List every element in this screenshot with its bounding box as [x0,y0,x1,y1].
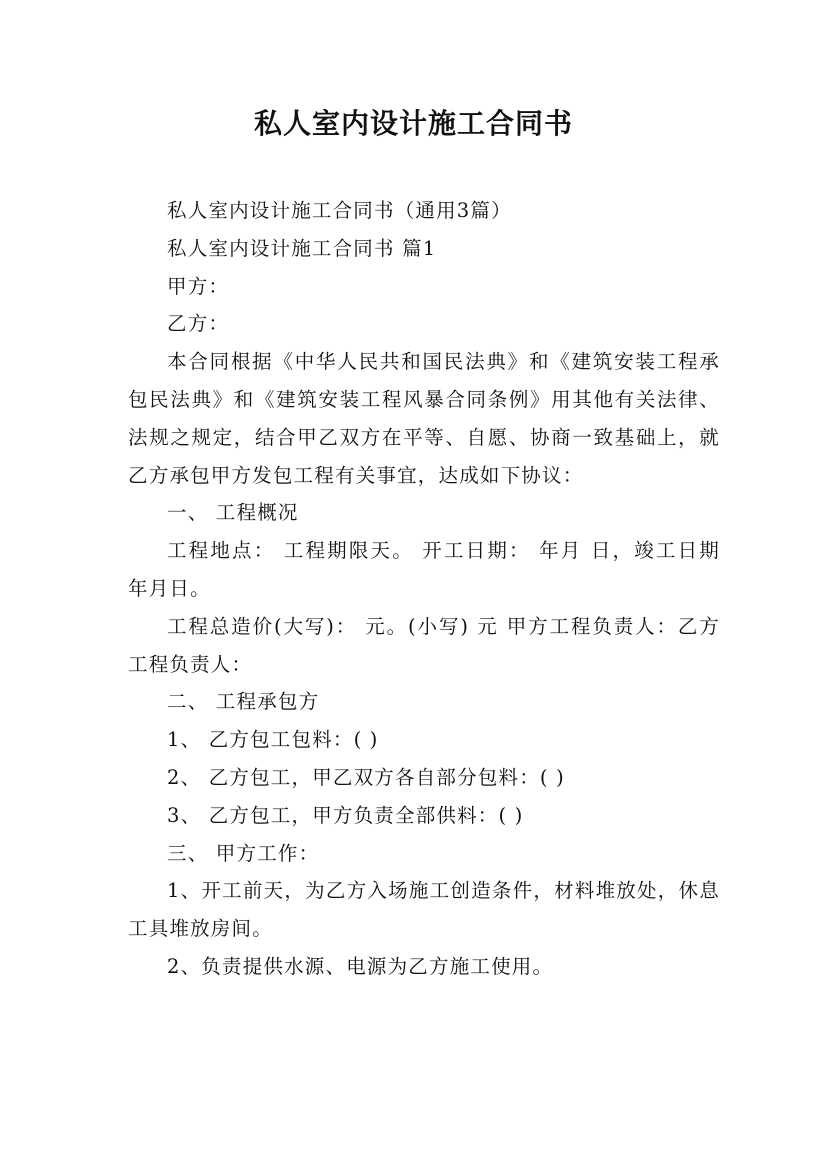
paragraph-heading-overview: 一、 工程概况 [167,501,299,525]
paragraph-section-heading: 私人室内设计施工合同书 篇1 [167,236,437,260]
paragraph-party-b: 乙方： [167,312,230,336]
paragraph-option-1: 1、 乙方包工包料：( ) [167,728,379,752]
document-body [128,192,720,986]
paragraph-heading-contractor: 二、 工程承包方 [167,690,320,714]
paragraph-project-cost: 工程总造价(大写)： 元。(小写) 元 甲方工程负责人：乙方工程负责人： [128,614,720,676]
paragraph-party-a: 甲方： [167,274,230,298]
paragraph-option-2: 2、 乙方包工，甲乙双方各自部分包料：( ) [167,765,565,789]
paragraph-work-item-2: 2、负责提供水源、电源为乙方施工使用。 [167,954,554,978]
paragraph-preamble: 本合同根据《中华人民共和国民法典》和《建筑安装工程承包民法典》和《建筑安装工程风暴合同条例》用其他有关法律、法规之规定，结合甲乙双方在平等、自愿、协商一致基础上，就乙方承包甲方发包工程有关事宜，达成如下协议： [128,350,720,487]
document-title: 私人室内设计施工合同书 [253,107,573,140]
paragraph-heading-party-a-work: 三、 甲方工作： [167,841,320,865]
paragraph-subtitle: 私人室内设计施工合同书（通用3篇） [167,199,512,222]
paragraph-option-3: 3、 乙方包工，甲方负责全部供料：( ) [167,803,524,827]
paragraph-project-location: 工程地点： 工程期限天。 开工日期： 年月 日，竣工日期 年月日。 [128,539,720,600]
paragraph-work-item-1: 1、开工前天，为乙方入场施工创造条件，材料堆放处，休息工具堆放房间。 [128,879,720,941]
